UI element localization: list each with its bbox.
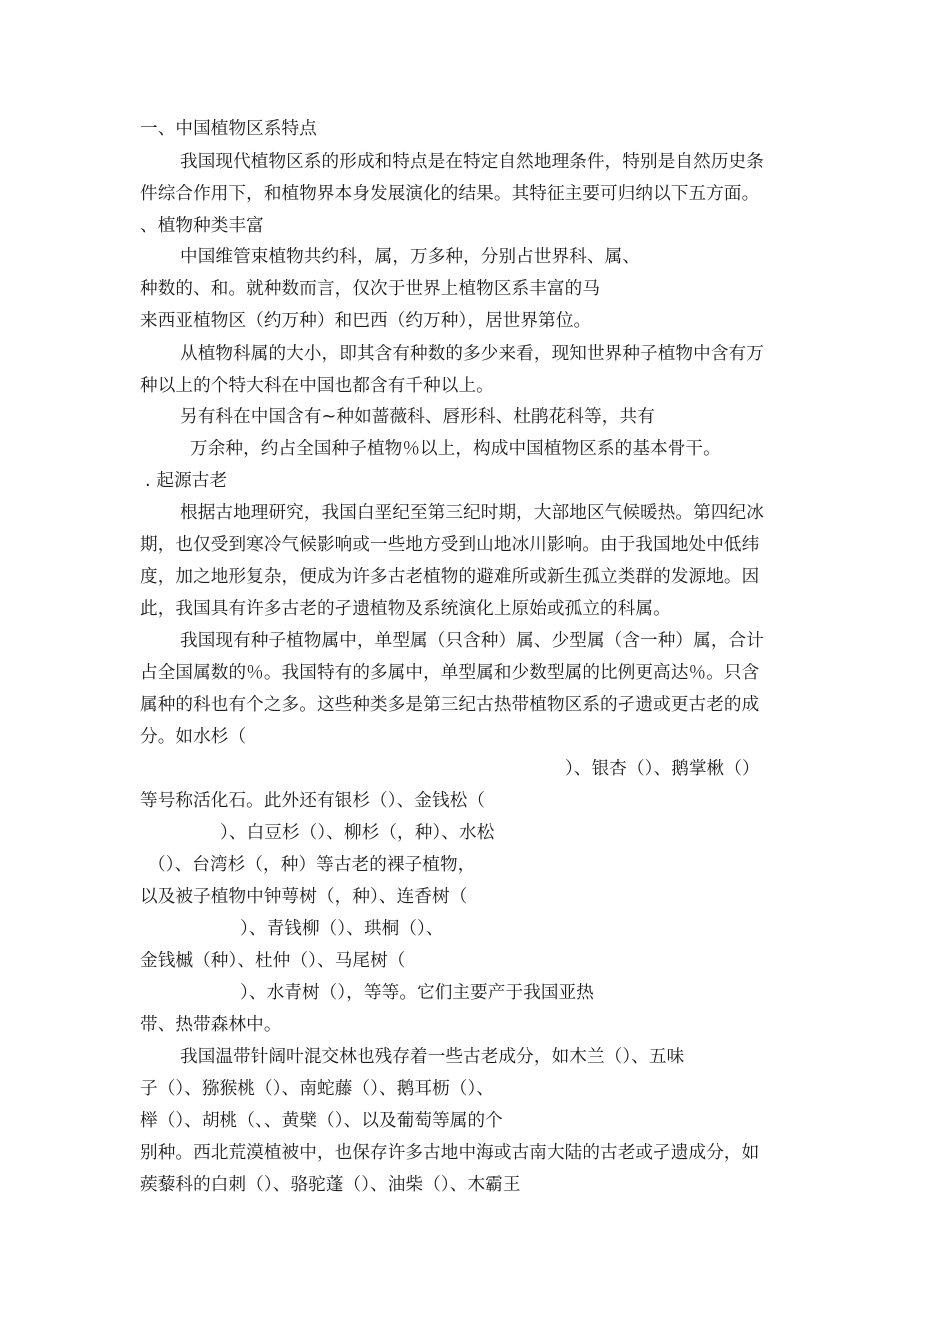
paragraph-line: 占全国属数的％。我国特有的多属中，单型属和少数型属的比例更高达％。只含 xyxy=(140,663,760,683)
paragraph-line: 来西亚植物区（约万种）和巴西（约万种），居世界第位。 xyxy=(140,311,592,331)
subsection-heading: . 起源古老 xyxy=(145,471,228,491)
paragraph-line: 带、热带森林中。 xyxy=(140,1015,282,1035)
paragraph-line: 另有科在中国含有~种如蔷薇科、唇形科、杜鹃花科等，共有 xyxy=(180,407,655,427)
paragraph-line: 度，加之地形复杂，便成为许多古老植物的避难所或新生孤立类群的发源地。因 xyxy=(140,567,760,587)
section-heading: 一、中国植物区系特点 xyxy=(140,119,317,139)
paragraph-line: 以及被子植物中钟萼树（，种）、连香树（ xyxy=(140,887,468,907)
paragraph-line: 我国温带针阔叶混交林也残存着一些古老成分，如木兰（）、五味 xyxy=(180,1047,685,1067)
paragraph-line: 种数的、和。就种数而言，仅次于世界上植物区系丰富的马 xyxy=(140,279,601,299)
paragraph-line: 分。如水杉（ xyxy=(140,727,247,747)
paragraph-line: 我国现有种子植物属中，单型属（只含种）属、少型属（含一种）属，合计 xyxy=(180,631,764,651)
paragraph-line: 根据古地理研究，我国白垩纪至第三纪时期，大部地区气候暖热。第四纪冰 xyxy=(180,503,764,523)
paragraph-line: 此，我国具有许多古老的孑遗植物及系统演化上原始或孤立的科属。 xyxy=(140,599,671,619)
subsection-heading: 、植物种类丰富 xyxy=(140,216,264,236)
paragraph-line: ）、水青树（），等等。它们主要产于我国亚热 xyxy=(240,983,594,1003)
paragraph-line: 我国现代植物区系的形成和特点是在特定自然地理条件，特别是自然历史条 xyxy=(180,152,764,172)
paragraph-line: 从植物科属的大小，即其含有种数的多少来看，现知世界种子植物中含有万 xyxy=(180,344,764,364)
paragraph-line: ）、青钱柳（）、珙桐（）、 xyxy=(240,919,444,939)
paragraph-line: 万余种，约占全国种子植物％以上，构成中国植物区系的基本骨干。 xyxy=(190,439,721,459)
paragraph-line: 种以上的个特大科在中国也都含有千种以上。 xyxy=(140,376,494,396)
paragraph-line: 子（）、猕猴桃（）、南蛇藤（）、鹅耳枥（）、 xyxy=(140,1079,495,1099)
paragraph-line: ）、银杏（）、鹅掌楸（） xyxy=(565,759,760,779)
paragraph-line: 属种的科也有个之多。这些种类多是第三纪古热带植物区系的孑遗或更古老的成 xyxy=(140,695,760,715)
paragraph-line: 蒺藜科的白刺（）、骆驼蓬（）、油柴（）、木霸王 xyxy=(140,1175,521,1195)
paragraph-line: 金钱槭（种）、杜仲（）、马尾树（ xyxy=(140,951,406,971)
paragraph-line: 榉（）、胡桃（、、黄檗（）、以及葡萄等属的个 xyxy=(140,1111,503,1131)
paragraph-line: 件综合作用下，和植物界本身发展演化的结果。其特征主要可归纳以下五方面。 xyxy=(140,184,760,204)
paragraph-line: （）、台湾杉（，种）等古老的裸子植物， xyxy=(148,855,476,875)
paragraph-line: ）、白豆杉（）、柳杉（，种）、水松 xyxy=(220,823,495,843)
paragraph-line: 别种。西北荒漠植被中，也保存许多古地中海或古南大陆的古老或孑遗成分，如 xyxy=(140,1143,760,1163)
paragraph-line: 中国维管束植物共约科，属，万多种，分别占世界科、属、 xyxy=(180,247,641,267)
paragraph-line: 期，也仅受到寒冷气候影响或一些地方受到山地冰川影响。由于我国地处中低纬 xyxy=(140,535,760,555)
paragraph-line: 等号称活化石。此外还有银杉（）、金钱松（ xyxy=(140,791,486,811)
